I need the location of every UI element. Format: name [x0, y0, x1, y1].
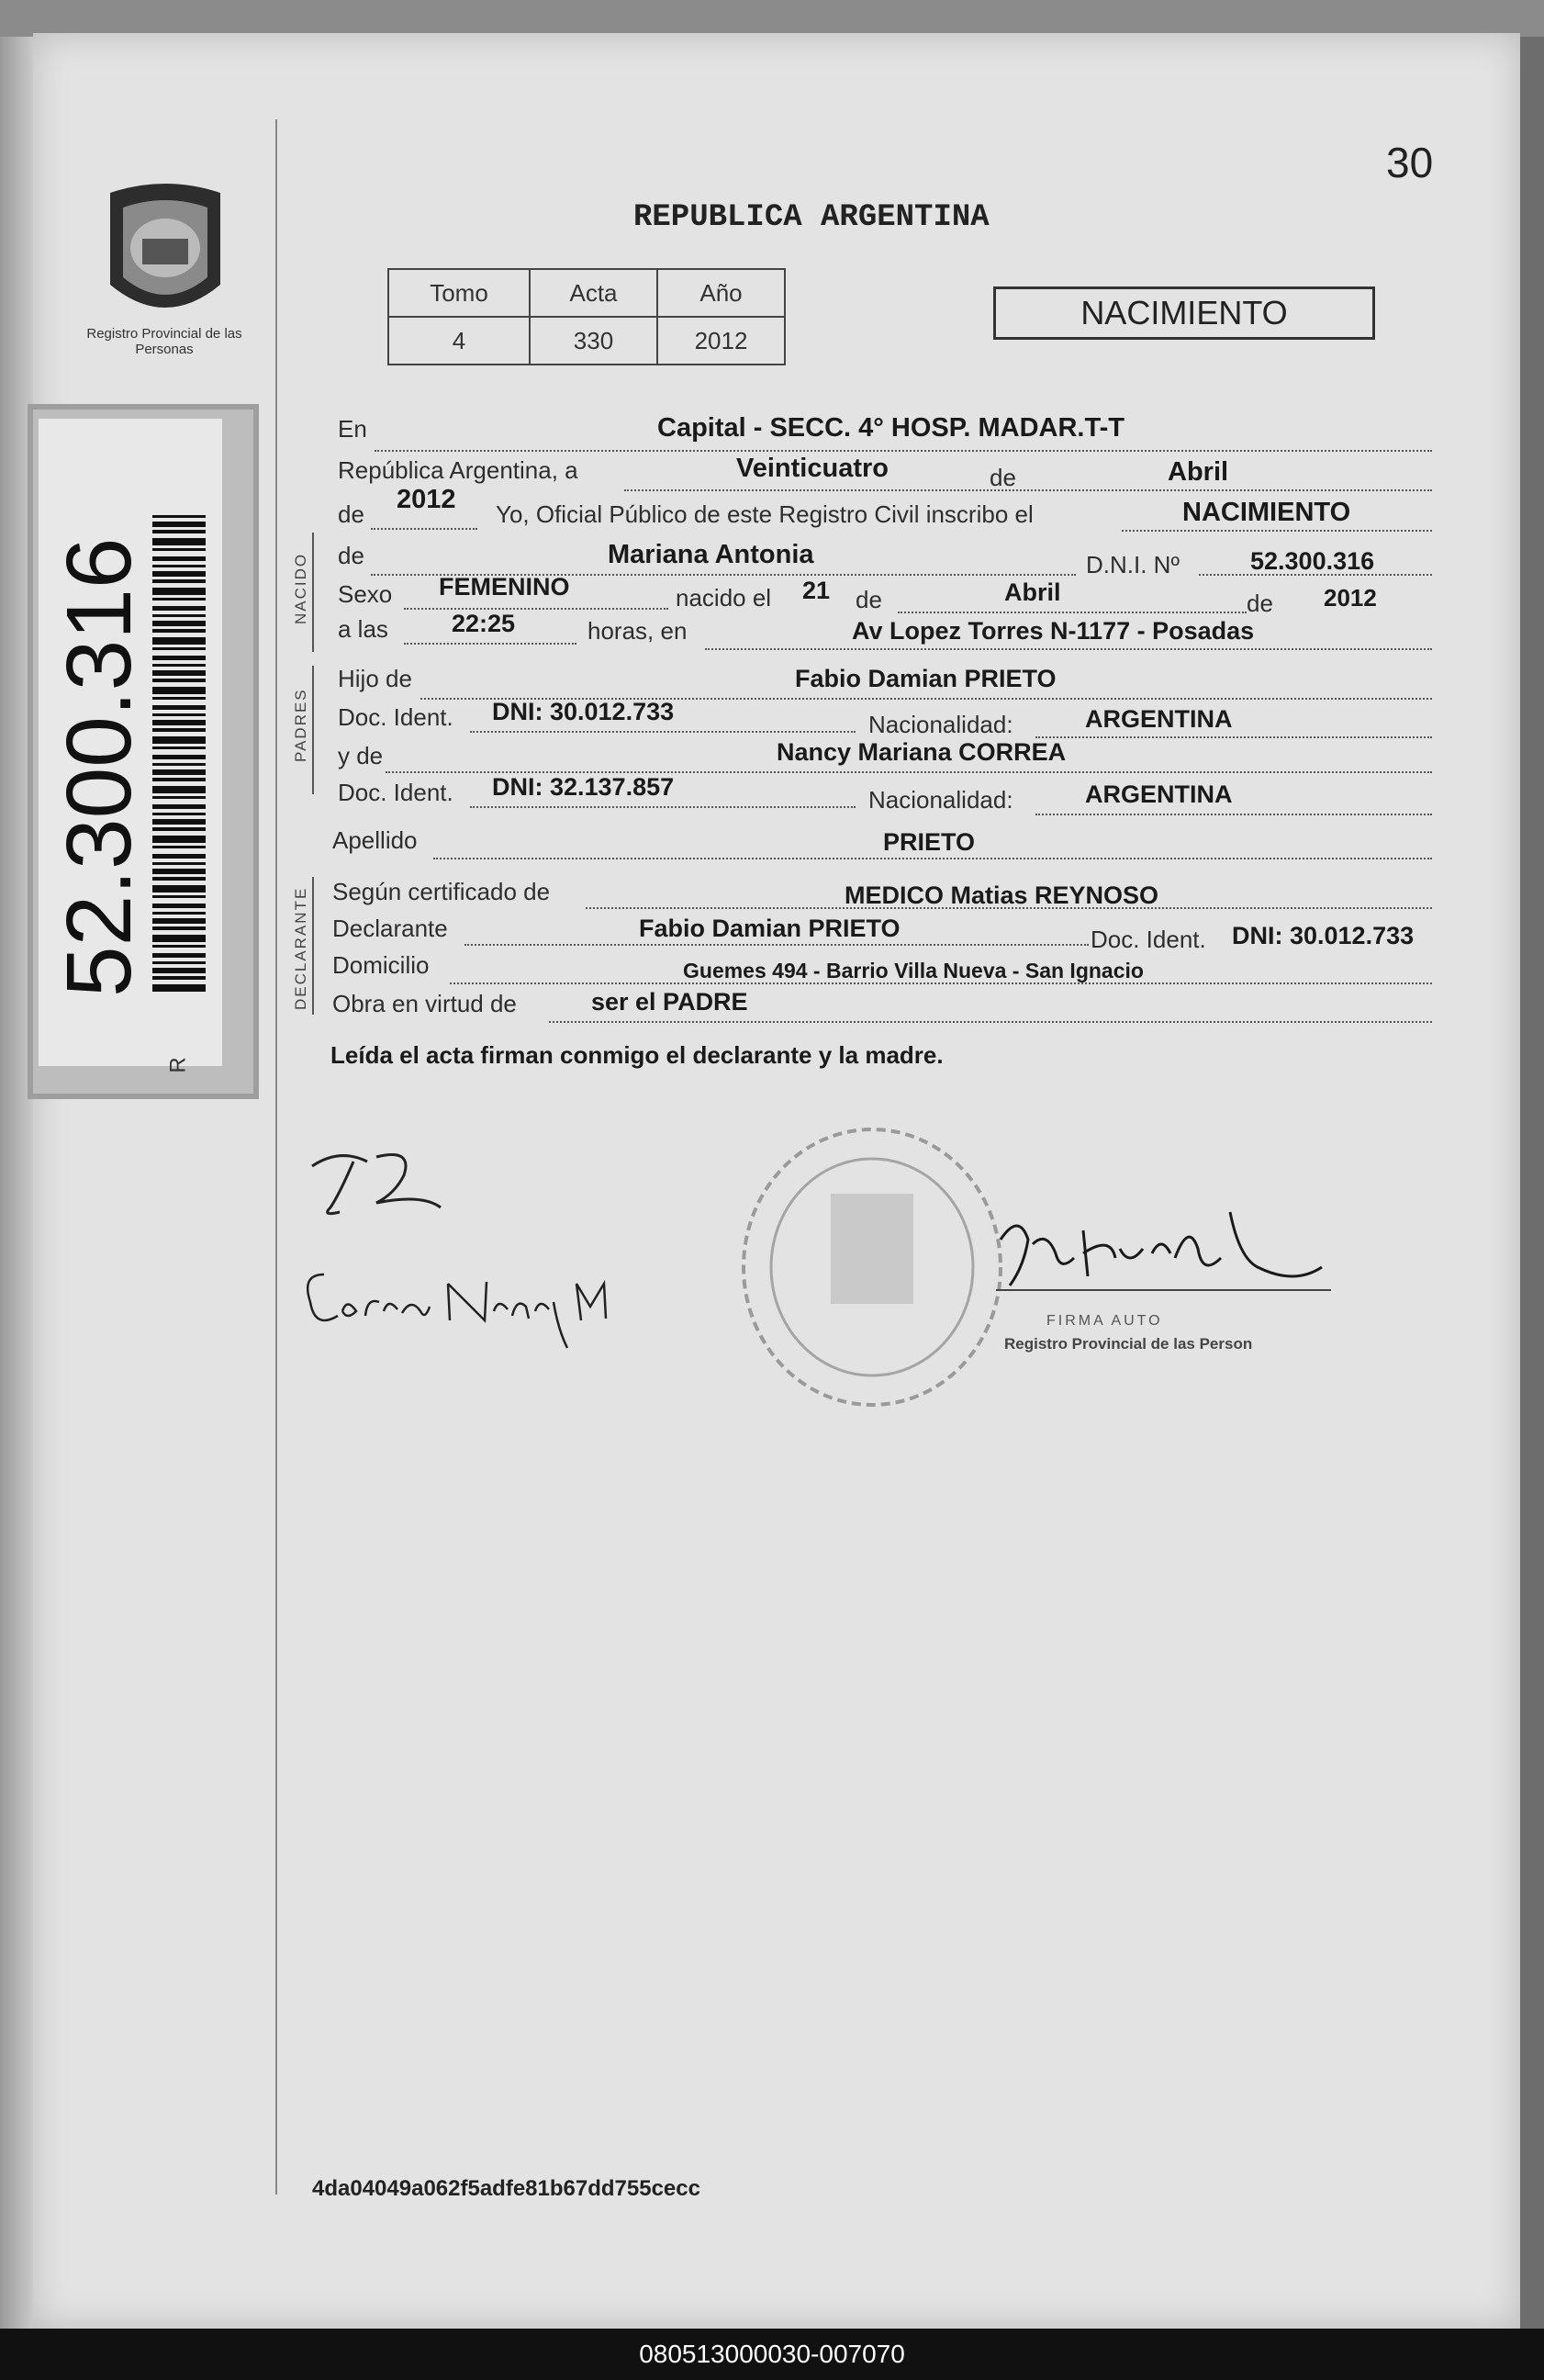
barcode-bar: [152, 877, 206, 881]
stamp-registry-line: Registro Provincial de las Person: [1004, 1335, 1253, 1353]
nombre-label: de: [338, 542, 364, 569]
section-label-padres: PADRES: [292, 688, 309, 762]
barcode-bar: [152, 747, 206, 749]
horas-label: horas, en: [587, 617, 688, 645]
barcode-bar: [152, 697, 206, 700]
republica-label: República Argentina, a: [338, 456, 578, 484]
nac2-dotted-line: [1035, 814, 1432, 815]
yde-label: y de: [338, 742, 384, 769]
declarante-value: Fabio Damian PRIETO: [639, 915, 901, 942]
barcode-bar: [152, 976, 206, 980]
barcode-bar: [152, 945, 206, 948]
barcode-bar: [152, 530, 206, 533]
en-label: En: [338, 415, 367, 443]
nacido-year: 2012: [1324, 584, 1377, 612]
republica-dotted-line: [624, 489, 1432, 491]
barcode-bar: [152, 664, 206, 667]
barcode-bar: [152, 796, 206, 799]
barcode-bar: [152, 755, 206, 759]
obra-dotted-line: [549, 1021, 1432, 1023]
barcode-bar: [152, 588, 206, 595]
stamp-firma-line: FIRMA AUTO: [1046, 1313, 1163, 1329]
book-binding-edge: [0, 37, 37, 2332]
barcode-bar: [152, 836, 206, 843]
barcode-bar: [152, 935, 206, 942]
lugar-dotted-line: [705, 648, 1432, 650]
certificado-label: Según certificado de: [332, 878, 551, 905]
barcode-bar: [152, 869, 206, 874]
nombre-value: Mariana Antonia: [608, 540, 814, 569]
doc2-dotted-line: [470, 806, 856, 808]
barcode-bar: [152, 687, 206, 694]
nacido-label: nacido el: [676, 584, 772, 612]
sexo-value: FEMENINO: [439, 573, 570, 601]
barcode-bar: [152, 548, 206, 551]
page-number: 30: [1386, 139, 1434, 186]
declarante-dotted-line: [464, 944, 1089, 946]
barcode-letter: R: [165, 1057, 191, 1073]
scan-background-top: [0, 0, 1544, 37]
barcode-bar: [152, 778, 206, 781]
certificado-value: MEDICO Matias REYNOSO: [845, 881, 1159, 909]
nacido-month-dotted-line: [898, 612, 1247, 613]
declarante-label: Declarante: [332, 915, 448, 942]
doc3-value: DNI: 30.012.733: [1232, 922, 1415, 949]
doc1-dotted-line: [470, 731, 856, 733]
document-hash: 4da04049a062f5adfe81b67dd755cecc: [312, 2176, 700, 2201]
barcode-bar: [152, 606, 206, 611]
barcode-bar: [152, 538, 206, 545]
en-value: Capital - SECC. 4° HOSP. MADAR.T-T: [657, 413, 1124, 443]
barcode-bar: [152, 579, 206, 583]
apellido-label: Apellido: [332, 826, 418, 854]
barcode-bar: [152, 786, 206, 793]
section-divider-declarante: [312, 877, 314, 1015]
barcode-bar: [152, 968, 206, 973]
barcode-bar: [152, 598, 206, 601]
barcode-bar: [152, 647, 206, 650]
month-de-label: de: [990, 464, 1016, 491]
month-value: Abril: [1168, 457, 1229, 487]
barcode-bar: [152, 705, 206, 710]
barcode-bar: [152, 895, 206, 898]
barcode-bar: [152, 846, 206, 848]
barcode-bar: [152, 621, 206, 626]
barcode-bar: [152, 713, 206, 716]
barcode-bar: [152, 571, 206, 577]
registry-logo: [92, 174, 239, 331]
table-value-ano: 2012: [657, 317, 785, 365]
nacido-month: Abril: [1004, 578, 1061, 606]
year-dotted-line: [371, 528, 477, 530]
nacido-de-label: de: [856, 586, 882, 613]
barcode: [152, 515, 207, 993]
inscribo-value: NACIMIENTO: [1182, 498, 1351, 527]
barcode-bar: [152, 637, 206, 645]
table-header-ano: Año: [657, 269, 785, 317]
hijo-label: Hijo de: [338, 665, 412, 692]
barcode-bar: [152, 763, 206, 766]
barcode-bar: [152, 862, 206, 865]
nac1-value: ARGENTINA: [1085, 705, 1233, 733]
barcode-bar: [152, 670, 206, 676]
lugar-value: Av Lopez Torres N-1177 - Posadas: [852, 617, 1255, 645]
sexo-dotted-line: [404, 608, 668, 610]
barcode-bar: [152, 885, 206, 892]
table-value-acta: 330: [530, 317, 657, 365]
apellido-value: PRIETO: [883, 828, 976, 856]
nacido-day: 21: [802, 577, 831, 604]
registry-label: Registro Provincial de las Personas: [86, 326, 242, 357]
declarant-signature: [303, 1139, 468, 1230]
hora-value: 22:25: [452, 610, 516, 637]
nac2-value: ARGENTINA: [1085, 780, 1233, 808]
hora-dotted-line: [404, 643, 576, 645]
year-value: 2012: [397, 485, 456, 514]
barcode-bar: [152, 926, 206, 930]
barcode-bar: [152, 614, 206, 617]
inscribo-dotted-line: [1122, 530, 1432, 532]
barcode-bar: [152, 984, 206, 992]
official-signature: [991, 1203, 1340, 1322]
doc3-label: Doc. Ident.: [1091, 926, 1206, 953]
barcode-bar: [152, 827, 206, 831]
table-header-acta: Acta: [530, 269, 657, 317]
barcode-bar: [152, 728, 206, 732]
table-header-tomo: Tomo: [388, 269, 530, 317]
side-id-block: [28, 404, 259, 1099]
table-value-tomo: 4: [388, 317, 530, 365]
barcode-bar: [152, 556, 206, 561]
dni-label: D.N.I. Nº: [1086, 551, 1180, 578]
oficial-text: Yo, Oficial Público de este Registro Civil inscribo el: [496, 500, 1034, 528]
barcode-bar: [152, 918, 206, 924]
barcode-bar: [152, 656, 206, 660]
padre-value: Fabio Damian PRIETO: [795, 665, 1057, 692]
doc1-value: DNI: 30.012.733: [492, 698, 675, 725]
en-dotted-line: [375, 450, 1432, 452]
domicilio-value: Guemes 494 - Barrio Villa Nueva - San Ignacio: [683, 959, 1144, 982]
country-title: REPUBLICA ARGENTINA: [633, 200, 990, 235]
barcode-bar: [152, 912, 206, 915]
sexo-label: Sexo: [338, 580, 393, 608]
nac1-label: Nacionalidad:: [868, 711, 1013, 738]
doc2-value: DNI: 32.137.857: [492, 773, 675, 801]
obra-label: Obra en virtud de: [332, 990, 517, 1017]
obra-value: ser el PADRE: [591, 988, 748, 1016]
barcode-bar: [152, 813, 206, 815]
day-value: Veinticuatro: [736, 454, 889, 483]
barcode-bar: [152, 904, 206, 908]
barcode-bar: [152, 961, 206, 964]
side-id-number: 52.300.316: [48, 537, 151, 997]
barcode-bar: [152, 515, 206, 518]
madre-value: Nancy Mariana CORREA: [777, 738, 1067, 766]
barcode-bar: [152, 819, 206, 825]
footer-code: 080513000030-007070: [639, 2340, 905, 2368]
nacido-de2-label: de: [1247, 589, 1273, 617]
mother-signature: [292, 1247, 641, 1357]
section-label-nacido: NACIDO: [292, 552, 309, 624]
barcode-bar: [152, 629, 206, 633]
nac1-dotted-line: [1035, 736, 1432, 738]
section-label-declarante: DECLARANTE: [292, 886, 309, 1010]
barcode-bar: [152, 565, 206, 567]
doc1-label: Doc. Ident.: [338, 703, 453, 731]
apellido-dotted-line: [433, 858, 1432, 859]
domicilio-label: Domicilio: [332, 951, 430, 979]
official-seal: [734, 1120, 1010, 1414]
dni-value: 52.300.316: [1250, 547, 1375, 575]
barcode-bar: [152, 953, 206, 958]
doc2-label: Doc. Ident.: [338, 779, 453, 806]
barcode-bar: [152, 522, 206, 527]
barcode-bar: [152, 804, 206, 809]
barcode-bar: [152, 736, 206, 744]
margin-line: [275, 119, 277, 2195]
reading-statement: Leída el acta firman conmigo el declarante y la madre.: [330, 1041, 944, 1069]
record-id-table: [387, 268, 786, 365]
barcode-bar: [152, 769, 206, 775]
section-divider-nacido: [312, 533, 314, 652]
barcode-bar: [152, 679, 206, 682]
barcode-bar: [152, 720, 206, 725]
section-divider-padres: [312, 666, 314, 794]
record-type-box: NACIMIENTO: [993, 286, 1375, 340]
year-prefix-label: de: [338, 500, 364, 528]
alas-label: a las: [338, 615, 388, 643]
barcode-bar: [152, 854, 206, 859]
nac2-label: Nacionalidad:: [868, 786, 1013, 814]
